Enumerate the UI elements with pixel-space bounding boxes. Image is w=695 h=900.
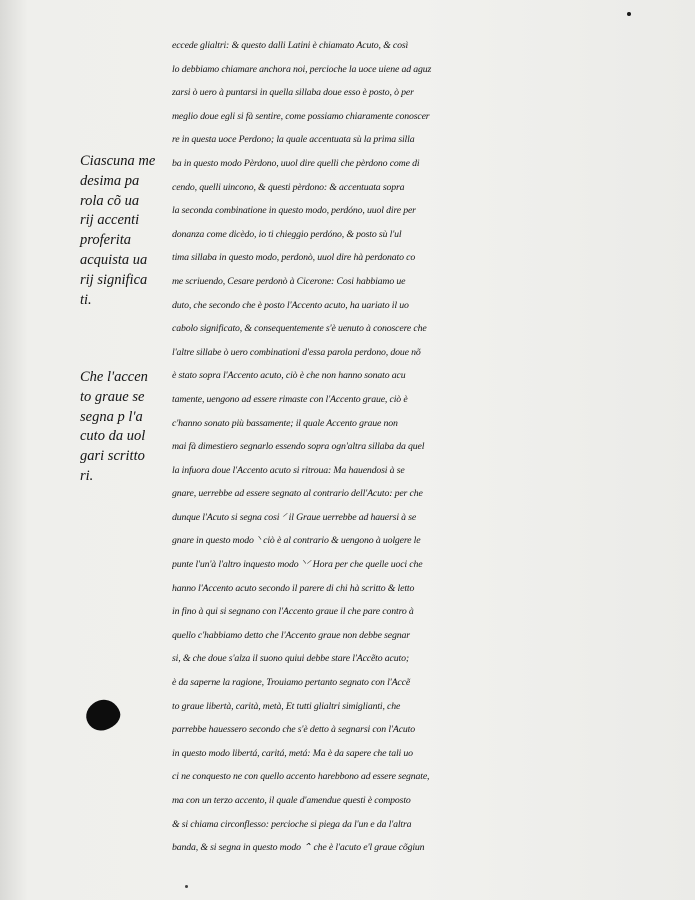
margin-note-line: Ciascuna me [80, 153, 156, 169]
margin-note-line: to graue se [80, 388, 145, 405]
text-line: cabolo significato, & consequentemente s'è uenuto à conoscere che [172, 323, 427, 335]
text-line: l'altre sillabe ò uero combinationi d'essa parola perdono, doue nõ [172, 346, 421, 358]
text-line: to graue libertà, carità, metà, Et tutti glialtri simiglianti, che [172, 700, 401, 712]
margin-note-line: Che l'accen [80, 369, 148, 385]
margin-note-line: gari scritto [80, 448, 145, 465]
text-line: è da saperne la ragione, Trouiamo pertanto segnato con l'Accẽ [172, 677, 411, 689]
text-line: banda, & si segna in questo modo ⌃ che è l'acuto e'l graue cõgiun [172, 842, 425, 854]
text-line: ci ne conquesto ne con quello accento harebbono ad essere segnate, [172, 771, 430, 783]
text-line: hanno l'Accento acuto secondo il parere di chi hà scritto & letto [172, 582, 415, 594]
text-line: mai fà dimestiero segnarlo essendo sopra ogn'altra sillaba da quel [172, 441, 425, 453]
text-line: re in questa uoce Perdono; la quale accentuata sù la prima silla [172, 134, 415, 146]
text-line: ba in questo modo Pèrdono, uuol dire quelli che pèrdono come di [172, 157, 420, 169]
text-line: in questo modo libertá, caritá, metá: Ma è da sapere che tali uo [172, 747, 413, 759]
margin-note-accent-meanings [80, 152, 168, 310]
text-line: dunque l'Acuto si segna cosi ⸍ il Graue uerrebbe ad hauersi à se [172, 511, 417, 523]
text-line: parrebbe hauessero secondo che s'è detto à segnarsi con l'Acuto [172, 724, 415, 736]
text-line: meglio doue egli si fà sentire, come possiamo chiaramente conoscer [172, 110, 430, 122]
text-line: zarsi ò uero à puntarsi in quella sillaba doue esso è posto, ò per [172, 87, 414, 99]
margin-note-line: rola cõ ua [80, 192, 140, 209]
text-line: gnare in questo modo ⸌ ciò è al contrario & uengono à uolgere le [172, 535, 421, 547]
text-line: è stato sopra l'Accento acuto, ciò è che non hanno sonato acu [172, 370, 406, 382]
margin-note-line: ti. [80, 291, 92, 308]
main-text-block [172, 34, 652, 860]
text-line: tima sillaba in questo modo, perdonò, uuol dire hà perdonato co [172, 252, 416, 264]
text-line: ma con un terzo accento, il quale d'amendue questi è composto [172, 795, 411, 806]
margin-note-line: ri. [80, 467, 94, 484]
margin-note-line: segna p l'a [80, 408, 143, 425]
text-line: donanza come dicèdo, io ti chieggio perdóno, & posto sù l'ul [172, 228, 402, 240]
margin-note-line: rij significa [80, 271, 148, 288]
text-line: la seconda combinatione in questo modo, perdóno, uuol dire per [172, 205, 416, 217]
margin-note-line: desima pa [80, 172, 140, 189]
text-line: eccede glialtri: & questo dalli Latini è chiamato Acuto, & così [172, 40, 409, 51]
stray-ink-mark [185, 885, 188, 888]
text-line: quello c'habbiamo detto che l'Accento graue non debbe segnar [172, 629, 410, 641]
text-line: gnare, uerrebbe ad essere segnato al contrario dell'Acuto: per che [172, 488, 423, 500]
margin-note-line: acquista ua [80, 251, 148, 268]
text-line: punte l'un'à l'altro inquesto modo ⸌⸍ Hora per che quelle uoci che [172, 559, 423, 571]
margin-note-grave-accent [80, 368, 168, 487]
text-line: duto, che secondo che è posto l'Accento acuto, ha uariato il uo [172, 299, 409, 311]
ink-blot [82, 695, 124, 734]
text-line: in fino à qui si segnano con l'Accento graue il che pare contro à [172, 606, 414, 618]
margin-note-line: rij accenti [80, 212, 140, 229]
text-line: me scriuendo, Cesare perdonò à Cicerone: Cosi habbiamo ue [172, 275, 406, 287]
text-line: & si chiama circonflesso: percioche si piega da l'un e da l'altra [172, 818, 412, 830]
text-line: c'hanno sonato più bassamente; il quale Accento graue non [172, 417, 398, 429]
margin-note-line: proferita [80, 232, 132, 249]
text-line: si, & che doue s'alza il suono quiui debbe stare l'Accẽto acuto; [172, 653, 409, 665]
text-line: tamente, uengono ad essere rimaste con l'Accento graue, ciò è [172, 393, 408, 405]
margin-note-line: cuto da uol [80, 428, 146, 445]
text-line: la infuora doue l'Accento acuto si ritroua: Ma hauendosi à se [172, 464, 405, 476]
corner-ink-mark [627, 12, 631, 16]
text-line: lo debbiamo chiamare anchora noi, percioche la uoce uiene ad aguz [172, 63, 432, 75]
text-line: cendo, quelli uincono, & questi pèrdono: & accentuata sopra [172, 181, 405, 193]
